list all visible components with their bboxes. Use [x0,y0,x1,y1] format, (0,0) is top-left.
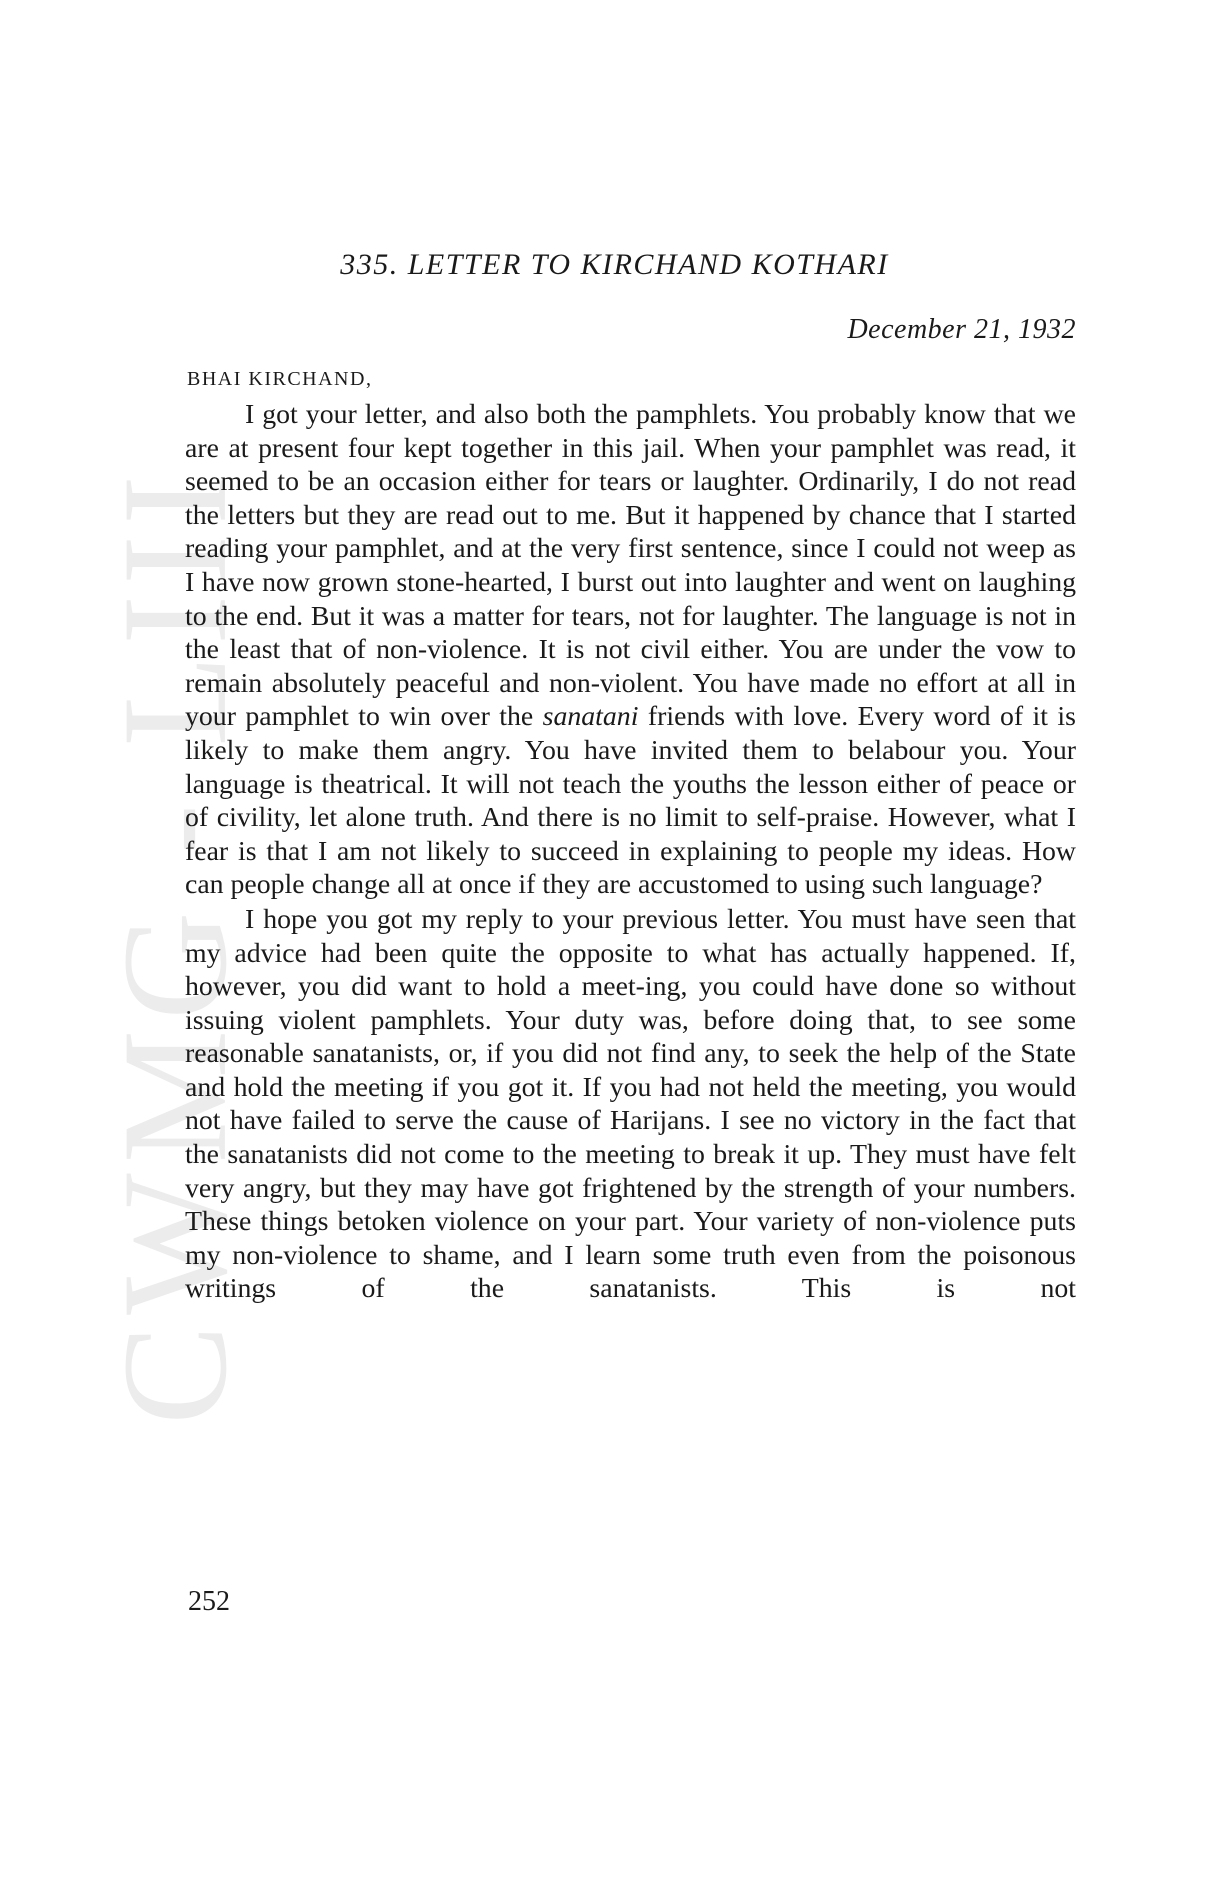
italic-term: sanatani [542,701,639,733]
paragraph-2: I hope you got my reply to your previous letter. You must have seen that my advice had been quite the opposite to what has actually happened. If, however, you did want to hold a meet-ing, you could have done so without issuing violent pamphlets. Your duty was, before doing that, to see some reasonable sanatanists, or, if you did not find any, to seek the help of the State and hold the meeting if you got it. If you had not held the meeting, you would not have failed to serve the cause of Harijans. I see no victory in the fact that the sanatanists did not come to the meeting to break it up. They must have felt very angry, but they may have got frightened by the strength of your numbers. These things betoken violence on your part. Your variety of non-violence puts my non-violence to shame, and I learn some truth even from the poisonous writings of the sanatanists. This is not [185,903,1076,1305]
paragraph-1-part-1: I got your letter, and also both the pamphlets. You probably know that we are at present four kept together in this jail. When your pamphlet was read, it seemed to be an occasion either for tears or laughter. Ordinarily, I do not read the letters but they are read out to me. But it happened by chance that I started reading your pamphlet, and at the very first sentence, since I could not weep as I have now grown stone-hearted, I burst out into laughter and went on laughing to the end. But it was a matter for tears, not for laughter. The language is not in the least that of non-violence. It is not civil either. You are under the vow to remain absolutely peaceful and non-violent. You have made no effort at all in your pamphlet to win over the [185,399,1076,733]
letter-heading: 335. LETTER TO KIRCHAND KOTHARI [340,248,889,281]
letter-date: December 21, 1932 [847,314,1076,345]
paragraph-1 [185,398,1076,902]
salutation: BHAI KIRCHAND, [187,368,373,390]
watermark-text: CWMG - LIII [92,465,259,1425]
letter-body [185,398,1076,1306]
page-number: 252 [188,1586,230,1617]
paragraph-1-part-2: friends with love. Every word of it is likely to make them angry. You have invited them to belabour you. Your language is theatrical. It will not teach the youths the lesson either of peace or of civility, let alone truth. And there is no limit to self-praise. However, what I fear is that I am not likely to succeed in explaining to people my ideas. How can people change all at once if they are accustomed to using such language? [185,701,1076,901]
